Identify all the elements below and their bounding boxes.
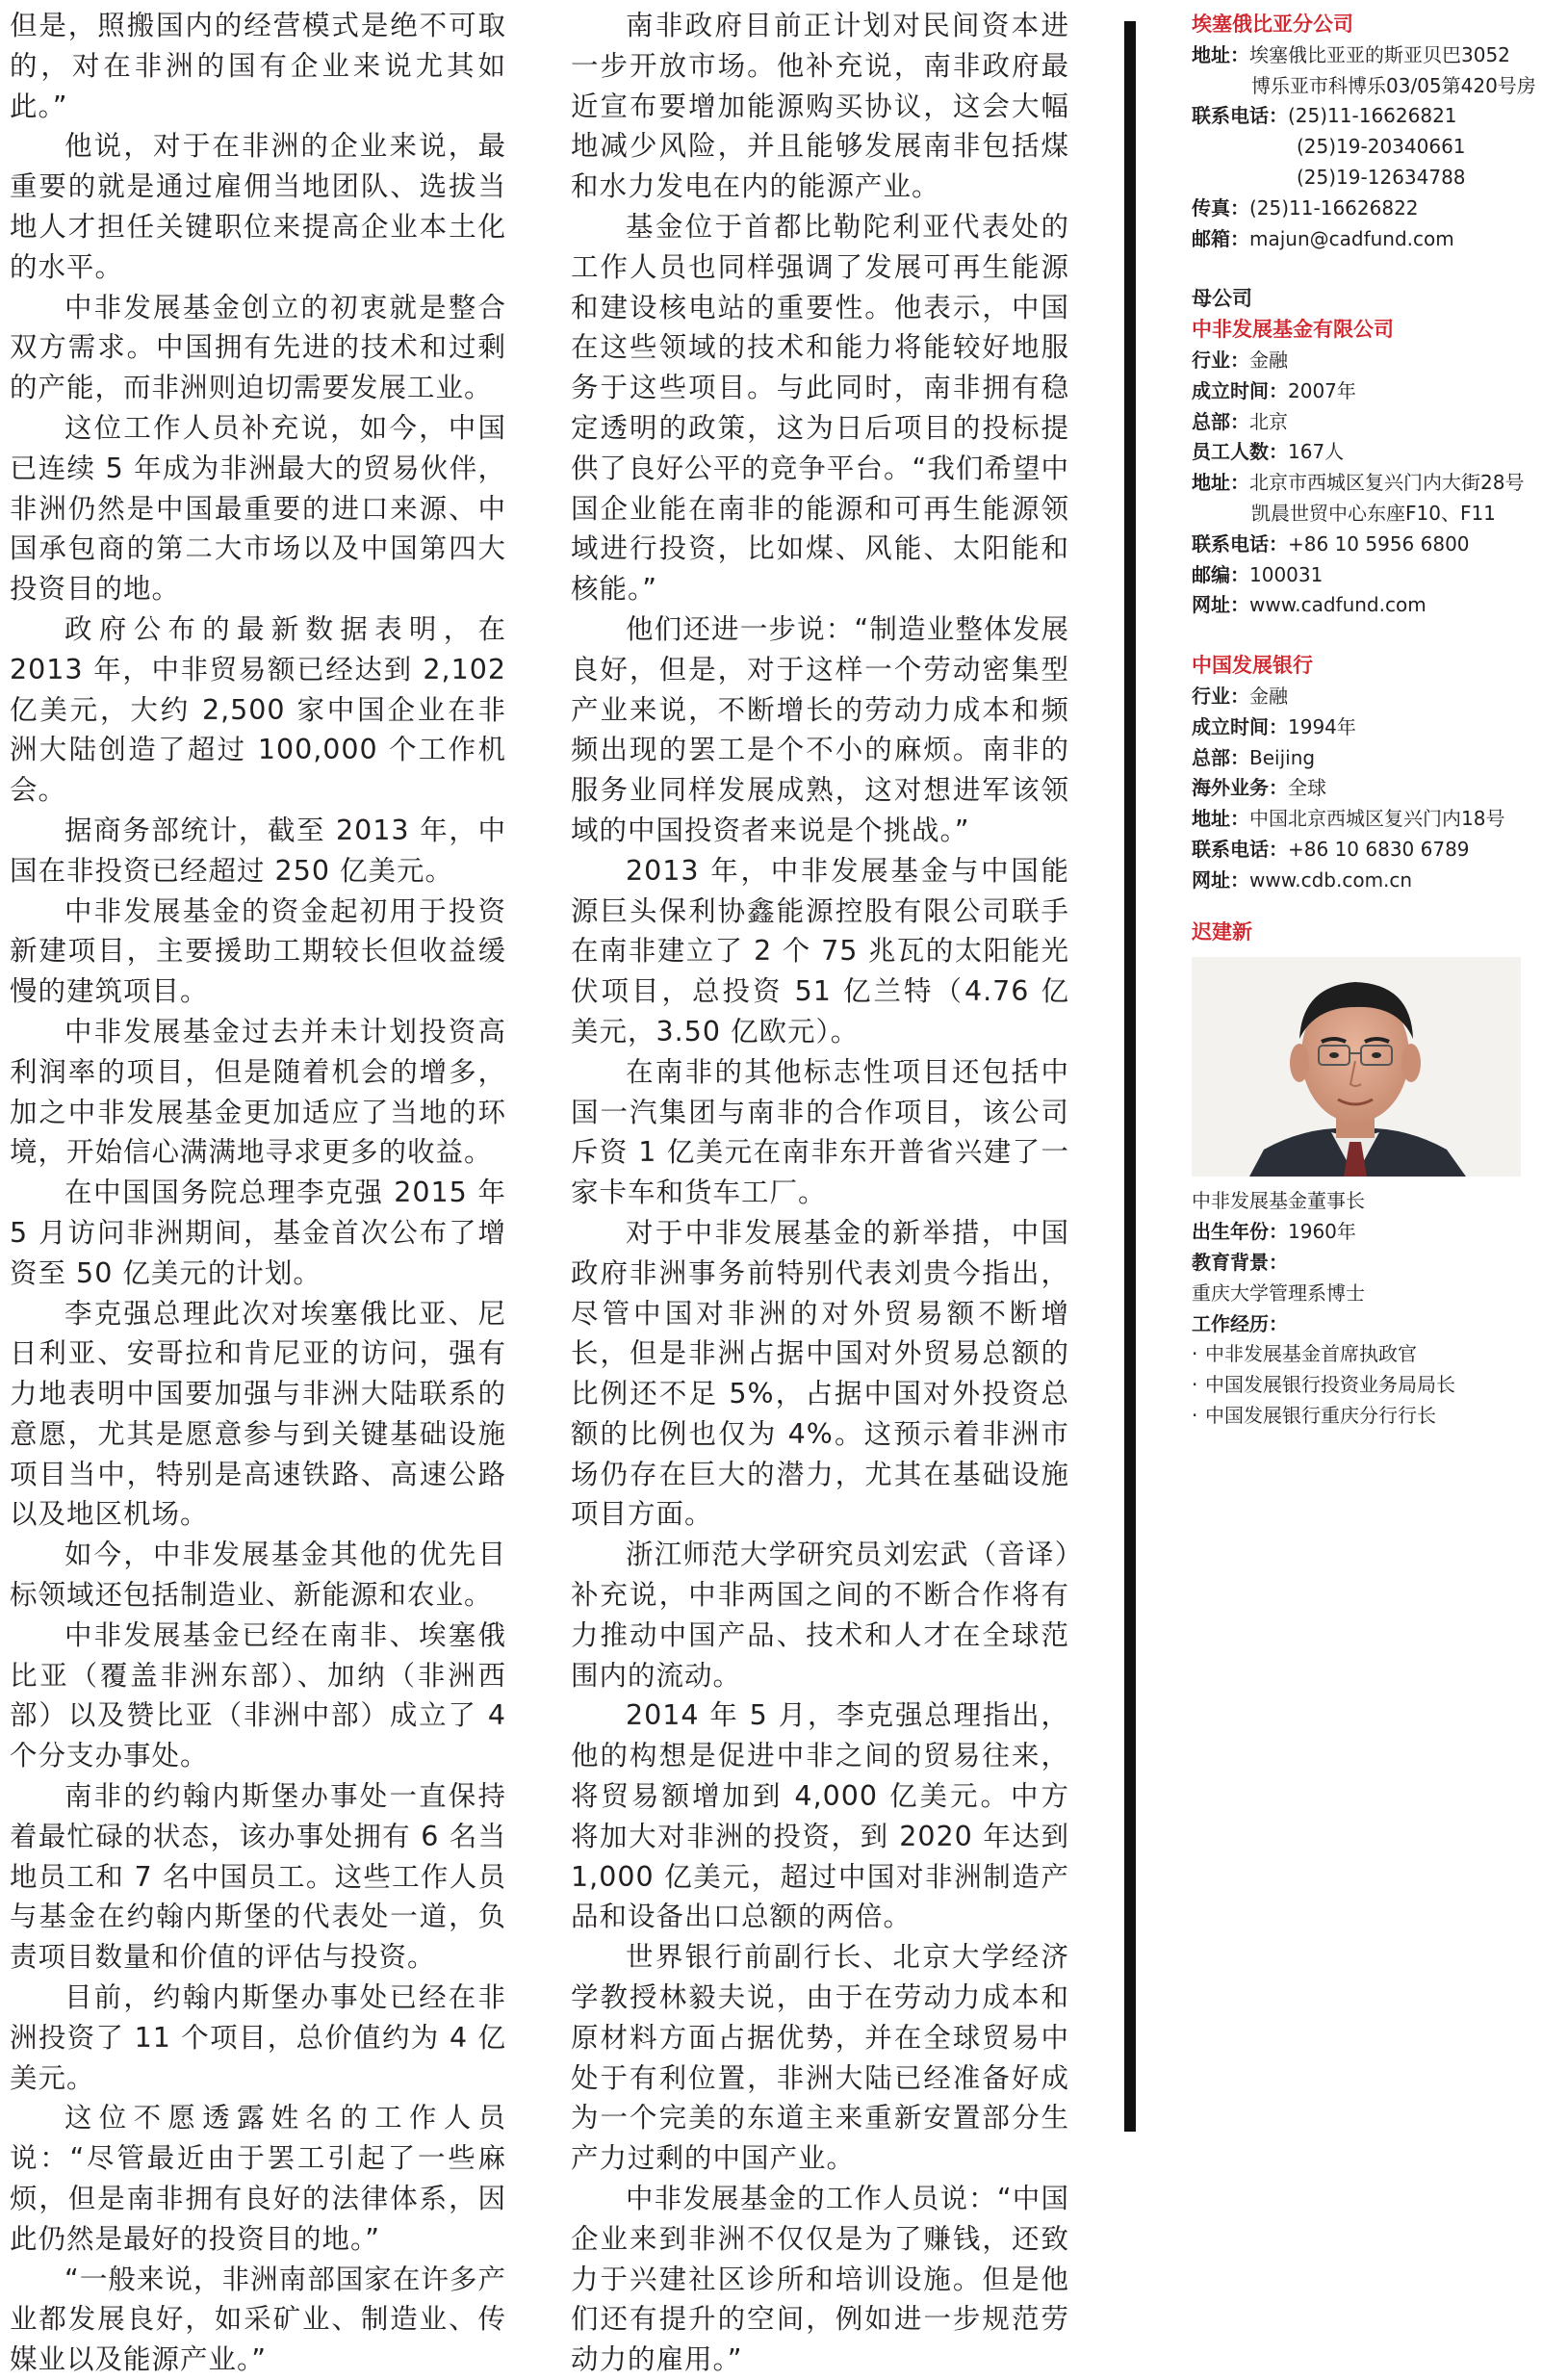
- fax-value: (25)11-16626822: [1249, 195, 1419, 220]
- fax-label: 传真：: [1192, 195, 1249, 220]
- paragraph: 浙江师范大学研究员刘宏武（音译）补充说，中非两国之间的不断合作将有力推动中国产品、技术和人才在全球范围内的流动。: [571, 1539, 1069, 1692]
- address-label: 地址：: [1192, 807, 1249, 831]
- phone-value: (25)11-16626821: [1288, 104, 1457, 128]
- web-value: www.cdb.com.cn: [1249, 867, 1413, 892]
- person-title: 中非发展基金董事长: [1192, 1189, 1365, 1213]
- phone-value: (25)19-12634788: [1297, 165, 1466, 189]
- phone-value: +86 10 5956 6800: [1288, 531, 1470, 556]
- address-value-line2: 博乐亚市科博乐03/05第420号房: [1251, 73, 1536, 97]
- address-value: 中国北京西城区复兴门内18号: [1249, 807, 1505, 831]
- postcode-label: 邮编：: [1192, 562, 1249, 586]
- column-divider: [1124, 21, 1136, 2132]
- paragraph: 中非发展基金的工作人员说：“中国企业来到非洲不仅仅是为了赚钱，还致力于兴建社区诊所和培训设施。但是他们还有提升的空间，例如进一步规范劳动力的雇用。”: [571, 2183, 1069, 2376]
- paragraph: 对于中非发展基金的新举措，中国政府非洲事务前特别代表刘贵今指出，尽管中国对非洲的对外贸易额不断增长，但是非洲占据中国对外贸易总额的比例还不足 5%，占据中国对外投资总额的比例也仅为 4%。这预示着非洲市场仍存在巨大的潜力，尤其在基础设施项目方面。: [571, 1216, 1069, 1531]
- staff-label: 员工人数：: [1192, 440, 1288, 464]
- ethiopia-branch: [1192, 10, 1557, 254]
- paragraph: 但是，照搬国内的经营模式是绝不可取的，对在非洲的国有企业来说尤其如此。”: [10, 10, 506, 122]
- paragraph: 中非发展基金过去并未计划投资高利润率的项目，但是随着机会的增多，加之中非发展基金更加适应了当地的环境，开始信心满满地寻求更多的收益。: [10, 1015, 506, 1169]
- phone-value: (25)19-20340661: [1297, 135, 1466, 159]
- staff-value: 167人: [1288, 440, 1345, 464]
- web-value: www.cadfund.com: [1249, 593, 1427, 617]
- hq-label: 总部：: [1192, 745, 1249, 769]
- paragraph: 据商务部统计，截至 2013 年，中国在非投资已经超过 250 亿美元。: [10, 814, 506, 887]
- work-history-label: 工作经历：: [1192, 1311, 1288, 1335]
- postcode-value: 100031: [1249, 562, 1324, 586]
- paragraph: “一般来说，非洲南部国家在许多产业都发展良好，如采矿业、制造业、传媒业以及能源产业。”: [10, 2263, 506, 2376]
- paragraph: 李克强总理此次对埃塞俄比亚、尼日利亚、安哥拉和肯尼亚的访问，强有力地表明中国要加强与非洲大陆联系的意愿，尤其是愿意参与到关键基础设施项目当中，特别是高速铁路、高速公路以及地区机场。: [10, 1297, 506, 1531]
- paragraph: 这位工作人员补充说，如今，中国已连续 5 年成为非洲最大的贸易伙伴，非洲仍然是中国最重要的进口来源、中国承包商的第二大市场以及中国第四大投资目的地。: [10, 411, 506, 606]
- birth-label: 出生年份：: [1192, 1220, 1288, 1244]
- paragraph: 世界银行前副行长、北京大学经济学教授林毅夫说，由于在劳动力成本和原材料方面占据优势，并在全球贸易中处于有利位置，非洲大陆已经准备好成为一个完美的东道主来重新安置部分生产力过剩的中国产业。: [571, 1941, 1069, 2175]
- cdb-name: 中国发展银行: [1192, 654, 1313, 678]
- cdb-company: [1192, 651, 1557, 895]
- article-column-1: [10, 6, 506, 2380]
- hq-value: 北京: [1249, 409, 1288, 433]
- parent-company: [1192, 284, 1557, 621]
- paragraph: 南非政府目前正计划对民间资本进一步开放市场。他补充说，南非政府最近宣布要增加能源购买协议，这会大幅地减少风险，并且能够发展南非包括煤和水力发电在内的能源产业。: [571, 10, 1069, 203]
- paragraph: 这位不愿透露姓名的工作人员说：“尽管最近由于罢工引起了一些麻烦，但是南非拥有良好的法律体系，因此仍然是最好的投资目的地。”: [10, 2102, 506, 2255]
- paragraph: 他说，对于在非洲的企业来说，最重要的就是通过雇佣当地团队、选拔当地人才担任关键职位来提高企业本土化的水平。: [10, 130, 506, 283]
- person-name: 迟建新: [1192, 919, 1252, 944]
- founded-value: 2007年: [1288, 378, 1356, 402]
- web-label: 网址：: [1192, 593, 1249, 617]
- paragraph: 在南非的其他标志性项目还包括中国一汽集团与南非的合作项目，该公司斥资 1 亿美元在南非东开普省兴建了一家卡车和货车工厂。: [571, 1055, 1069, 1209]
- founded-label: 成立时间：: [1192, 714, 1288, 738]
- address-label: 地址：: [1192, 471, 1249, 495]
- industry-label: 行业：: [1192, 348, 1249, 372]
- education-value: 重庆大学管理系博士: [1192, 1281, 1365, 1305]
- hq-label: 总部：: [1192, 409, 1249, 433]
- overseas-value: 全球: [1288, 776, 1326, 800]
- paragraph: 南非的约翰内斯堡办事处一直保持着最忙碌的状态，该办事处拥有 6 名当地员工和 7 名中国员工。这些工作人员与基金在约翰内斯堡的代表处一道，负责项目数量和价值的评估与投资。: [10, 1780, 506, 1974]
- founded-label: 成立时间：: [1192, 378, 1288, 402]
- phone-label: 联系电话：: [1192, 104, 1288, 128]
- work-history-list: [1192, 1339, 1557, 1431]
- paragraph: 中非发展基金的资金起初用于投资新建项目，主要援助工期较长但收益缓慢的建筑项目。: [10, 894, 506, 1008]
- portrait-illustration: [1192, 957, 1521, 1177]
- sidebar: [1192, 10, 1557, 1432]
- email-label: 邮箱：: [1192, 226, 1249, 250]
- list-item: · 中国发展银行重庆分行行长: [1192, 1401, 1557, 1432]
- phone-label: 联系电话：: [1192, 837, 1288, 861]
- address-label: 地址：: [1192, 42, 1249, 66]
- paragraph: 在中国国务院总理李克强 2015 年 5 月访问非洲期间，基金首次公布了增资至 50 亿美元的计划。: [10, 1177, 506, 1289]
- paragraph: 中非发展基金已经在南非、埃塞俄比亚（覆盖非洲东部）、加纳（非洲西部）以及赞比亚（非洲中部）成立了 4 个分支办事处。: [10, 1618, 506, 1772]
- person-profile: [1192, 918, 1557, 1432]
- ethiopia-branch-title: 埃塞俄比亚分公司: [1192, 13, 1353, 36]
- birth-value: 1960年: [1288, 1220, 1356, 1244]
- email-value: majun@cadfund.com: [1249, 226, 1454, 250]
- parent-section-title: 母公司: [1192, 287, 1252, 311]
- paragraph: 政府公布的最新数据表明，在 2013 年，中非贸易额已经达到 2,102 亿美元，大约 2,500 家中国企业在非洲大陆创造了超过 100,000 个工作机会。: [10, 612, 506, 807]
- founded-value: 1994年: [1288, 714, 1356, 738]
- phone-value: +86 10 6830 6789: [1288, 837, 1470, 861]
- education-label: 教育背景：: [1192, 1250, 1288, 1274]
- address-value-line2: 凯晨世贸中心东座F10、F11: [1251, 501, 1496, 525]
- list-item: · 中国发展银行投资业务局局长: [1192, 1370, 1557, 1401]
- paragraph: 2014 年 5 月，李克强总理指出，他的构想是促进中非之间的贸易往来，将贸易额增加到 4,000 亿美元。中方将加大对非洲的投资，到 2020 年达到 1,000 亿美元，超过中国对非洲制造产品和设备出口总额的两倍。: [571, 1699, 1069, 1933]
- list-item: · 中非发展基金首席执政官: [1192, 1339, 1557, 1370]
- industry-value: 金融: [1249, 684, 1288, 708]
- parent-company-name: 中非发展基金有限公司: [1192, 318, 1394, 342]
- paragraph: 他们还进一步说：“制造业整体发展良好，但是，对于这样一个劳动密集型产业来说，不断增长的劳动力成本和频频出现的罢工是个不小的麻烦。南非的服务业同样发展成熟，这对想进军该领域的中国投资者来说是个挑战。”: [571, 612, 1069, 846]
- industry-label: 行业：: [1192, 684, 1249, 708]
- paragraph: 中非发展基金创立的初衷就是整合双方需求。中国拥有先进的技术和过剩的产能，而非洲则迫切需要发展工业。: [10, 291, 506, 404]
- portrait-photo: [1192, 957, 1521, 1177]
- article-column-2: [571, 6, 1069, 2380]
- web-label: 网址：: [1192, 867, 1249, 892]
- address-value: 埃塞俄比亚亚的斯亚贝巴3052: [1249, 42, 1510, 66]
- paragraph: 2013 年，中非发展基金与中国能源巨头保利协鑫能源控股有限公司联手在南非建立了 2 个 75 兆瓦的太阳能光伏项目，总投资 51 亿兰特（4.76 亿美元，3.50 亿欧元）。: [571, 854, 1069, 1048]
- phone-label: 联系电话：: [1192, 531, 1288, 556]
- paragraph: 如今，中非发展基金其他的优先目标领域还包括制造业、新能源和农业。: [10, 1539, 506, 1612]
- address-value: 北京市西城区复兴门内大街28号: [1249, 471, 1525, 495]
- paragraph: 基金位于首都比勒陀利亚代表处的工作人员也同样强调了发展可再生能源和建设核电站的重要性。他表示，中国在这些领域的技术和能力将能较好地服务于这些项目。与此同时，南非拥有稳定透明的政策，这为日后项目的投标提供了良好公平的竞争平台。“我们希望中国企业能在南非的能源和可再生能源领域进行投资，比如煤、风能、太阳能和核能。”: [571, 210, 1069, 606]
- overseas-label: 海外业务：: [1192, 776, 1288, 800]
- industry-value: 金融: [1249, 348, 1288, 372]
- hq-value: Beijing: [1249, 745, 1316, 769]
- paragraph: 目前，约翰内斯堡办事处已经在非洲投资了 11 个项目，总价值约为 4 亿美元。: [10, 1981, 506, 2094]
